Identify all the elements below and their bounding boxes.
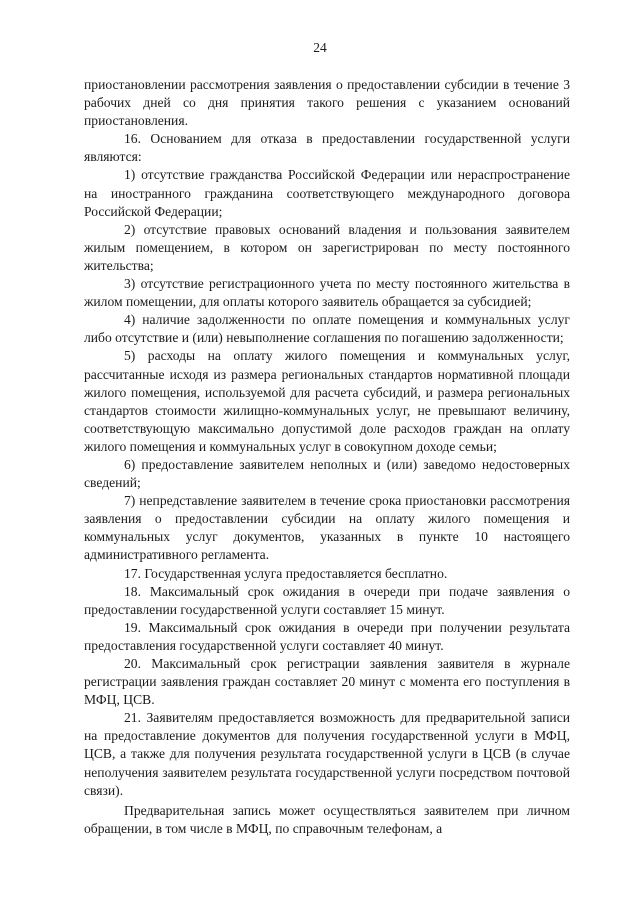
paragraph-continuation: приостановлении рассмотрения заявления о предоставлении субсидии в течение 3 рабочих дней со дня принятия такого решения с указанием оснований приостановления. xyxy=(84,77,570,129)
paragraph-subitem-4: 4) наличие задолженности по оплате помещения и коммунальных услуг либо отсутствие и (или) невыполнение соглашения по погашению задолженности; xyxy=(84,312,570,346)
page-number: 24 xyxy=(313,40,327,55)
paragraph-subitem-3: 3) отсутствие регистрационного учета по месту постоянного жительства в жилом помещении, для оплаты которого заявитель обращается за субсидией; xyxy=(84,276,570,310)
paragraph-subitem-5: 5) расходы на оплату жилого помещения и коммунальных услуг, рассчитанные исходя из размера региональных стандартов нормативной площади жилого помещения, используемой для расчета субсидий, и размера региональных стандартов стоимости жилищно-коммунальных услуг, не превышают величину, соответствующую максимально допустимой доле расходов граждан на оплату жилого помещения и коммунальных услуг в совокупном доходе семьи; xyxy=(84,348,570,454)
paragraph-item-18: 18. Максимальный срок ожидания в очереди при подаче заявления о предоставлении государственной услуги составляет 15 минут. xyxy=(84,583,570,617)
paragraph-preregistration: Предварительная запись может осуществляться заявителем при личном обращении, в том числе в МФЦ, по справочным телефонам, а xyxy=(84,802,570,836)
paragraph-item-20: 20. Максимальный срок регистрации заявления заявителя в журнале регистрации заявления граждан составляет 20 минут с момента его поступления в МФЦ, ЦСВ. xyxy=(84,656,570,708)
paragraph-subitem-2: 2) отсутствие правовых оснований владения и пользования заявителем жилым помещением, в котором он зарегистрирован по месту постоянного жительства; xyxy=(84,221,570,273)
paragraph-subitem-6: 6) предоставление заявителем неполных и (или) заведомо недостоверных сведений; xyxy=(84,456,570,491)
paragraph-subitem-7: 7) непредставление заявителем в течение срока приостановки рассмотрения заявления о предоставлении субсидии на оплату жилого помещения и коммунальных услуг документов, указанных в пункте 10 настоящего административного регламента. xyxy=(84,493,570,563)
paragraph-subitem-1: 1) отсутствие гражданства Российской Федерации или нераспространение на иностранного гражданина соответствующего международного договора Российской Федерации; xyxy=(84,167,570,219)
paragraph-item-19: 19. Максимальный срок ожидания в очереди при получении результата предоставления государственной услуги составляет 40 минут. xyxy=(84,619,570,653)
document-body xyxy=(84,76,570,838)
paragraph-item-21: 21. Заявителям предоставляется возможность для предварительной записи на предоставление документов для получения государственной услуги в МФЦ, ЦСВ, а также для получения результата государственной услуги в ЦСВ (в случае неполучения заявителем результата государственной услуги посредством почтовой связи). xyxy=(84,710,570,798)
paragraph-item-16: 16. Основанием для отказа в предоставлении государственной услуги являются: xyxy=(84,131,570,165)
paragraph-item-17: 17. Государственная услуга предоставляется бесплатно. xyxy=(124,565,448,581)
